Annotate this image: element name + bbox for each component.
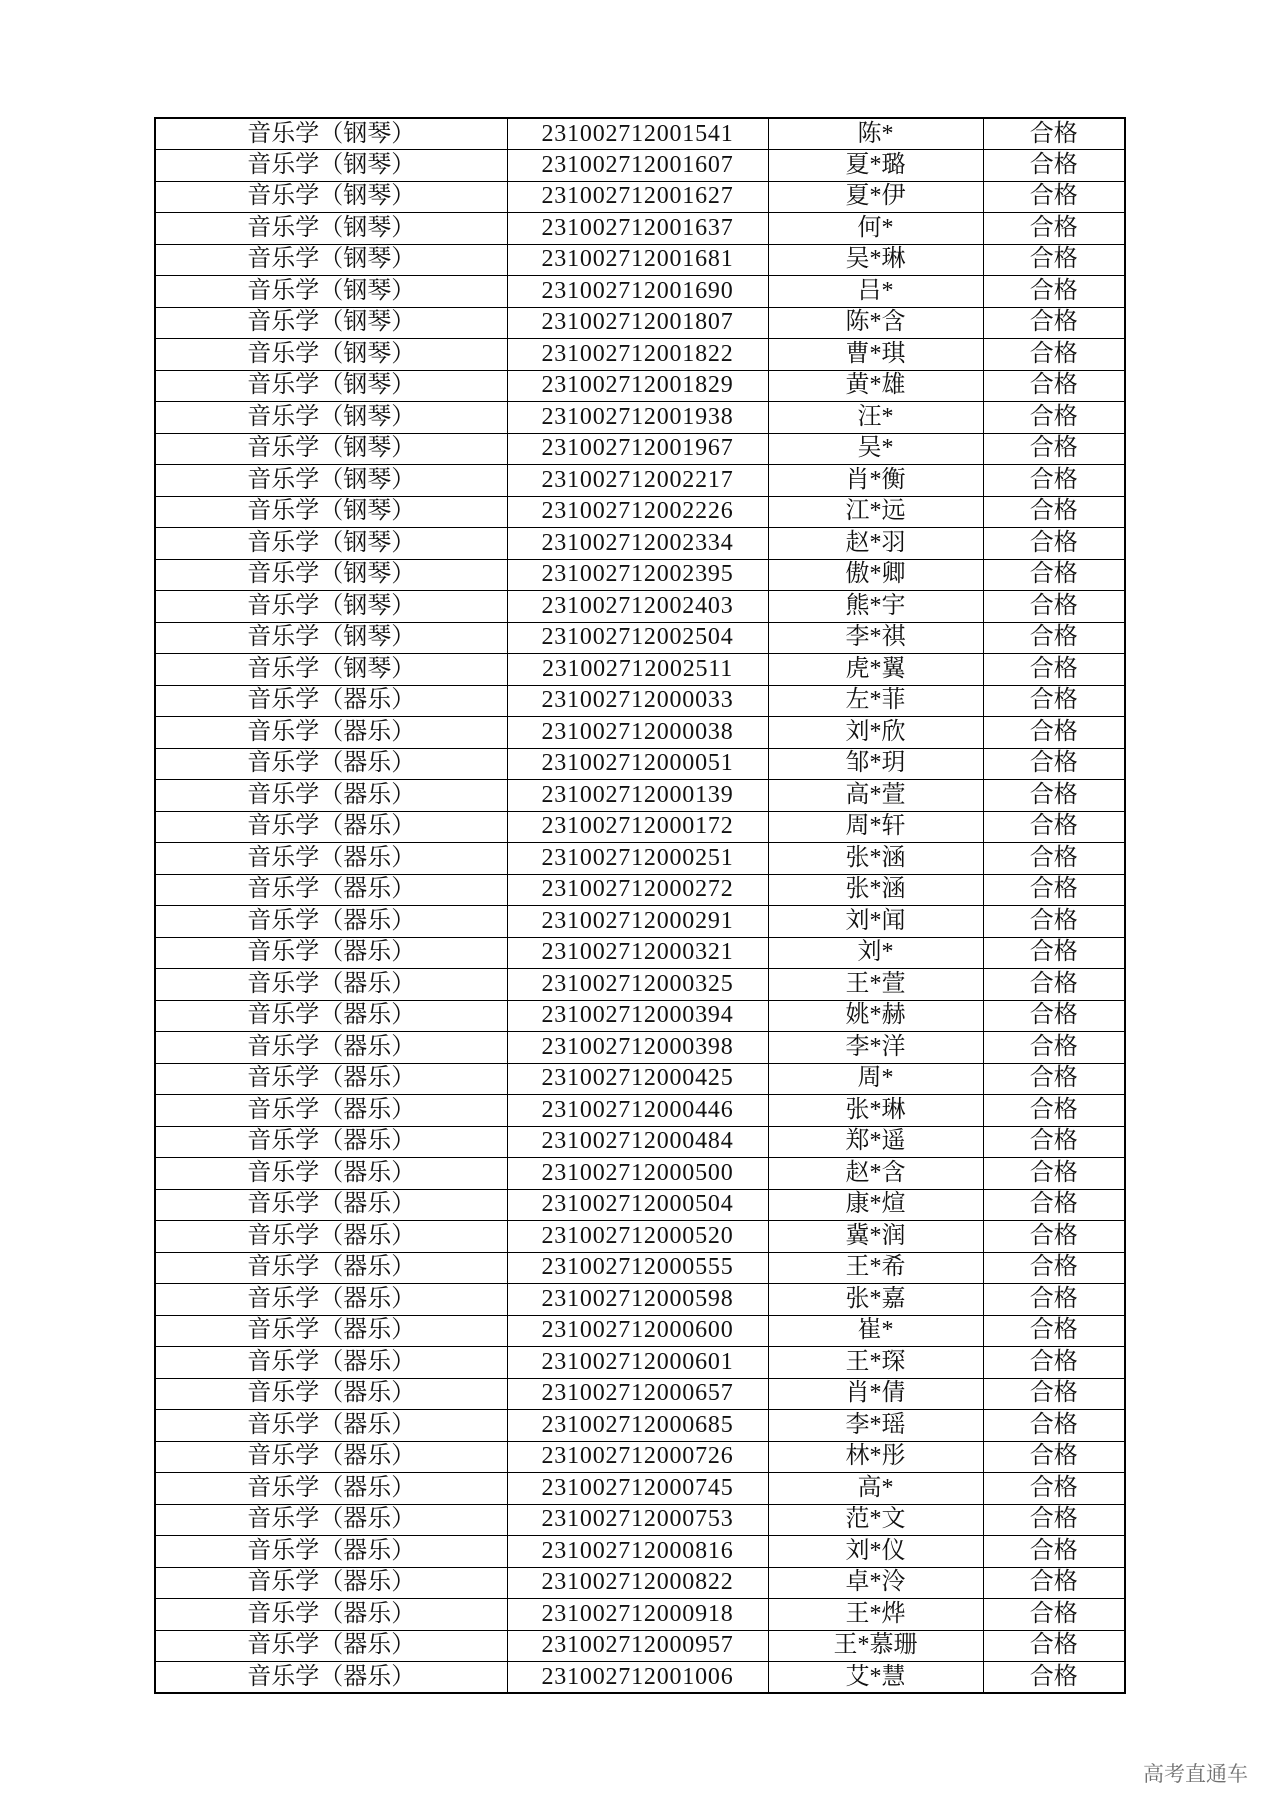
exam-id-cell: 231002712000321 — [507, 937, 768, 969]
table-row — [155, 244, 1125, 276]
exam-id-cell: 231002712002403 — [507, 591, 768, 623]
name-cell: 周*轩 — [768, 811, 983, 843]
major-cell: 音乐学（钢琴） — [155, 496, 507, 528]
result-cell: 合格 — [983, 1378, 1125, 1410]
name-cell: 熊*宇 — [768, 591, 983, 623]
table-row — [155, 1158, 1125, 1190]
exam-id-cell: 231002712001822 — [507, 339, 768, 371]
exam-id-cell: 231002712002217 — [507, 465, 768, 497]
table-row — [155, 402, 1125, 434]
table-row — [155, 874, 1125, 906]
result-cell: 合格 — [983, 1662, 1125, 1694]
major-cell: 音乐学（器乐） — [155, 969, 507, 1001]
exam-id-cell: 231002712000051 — [507, 748, 768, 780]
table-row — [155, 622, 1125, 654]
major-cell: 音乐学（器乐） — [155, 1095, 507, 1127]
major-cell: 音乐学（钢琴） — [155, 370, 507, 402]
name-cell: 曹*琪 — [768, 339, 983, 371]
name-cell: 傲*卿 — [768, 559, 983, 591]
name-cell: 崔* — [768, 1315, 983, 1347]
major-cell: 音乐学（器乐） — [155, 1504, 507, 1536]
exam-id-cell: 231002712000398 — [507, 1032, 768, 1064]
major-cell: 音乐学（器乐） — [155, 1315, 507, 1347]
exam-id-cell: 231002712000033 — [507, 685, 768, 717]
result-cell: 合格 — [983, 559, 1125, 591]
table-row — [155, 1315, 1125, 1347]
table-row — [155, 685, 1125, 717]
table-row — [155, 1662, 1125, 1694]
name-cell: 高* — [768, 1473, 983, 1505]
exam-id-cell: 231002712001637 — [507, 213, 768, 245]
result-cell: 合格 — [983, 1063, 1125, 1095]
name-cell: 黄*雄 — [768, 370, 983, 402]
result-cell: 合格 — [983, 244, 1125, 276]
major-cell: 音乐学（器乐） — [155, 1567, 507, 1599]
table-row — [155, 339, 1125, 371]
table-row — [155, 1284, 1125, 1316]
exam-id-cell: 231002712000918 — [507, 1599, 768, 1631]
result-cell: 合格 — [983, 402, 1125, 434]
exam-id-cell: 231002712000394 — [507, 1000, 768, 1032]
name-cell: 江*远 — [768, 496, 983, 528]
exam-id-cell: 231002712001681 — [507, 244, 768, 276]
name-cell: 王*慕珊 — [768, 1630, 983, 1662]
name-cell: 赵*羽 — [768, 528, 983, 560]
result-cell: 合格 — [983, 307, 1125, 339]
table-row — [155, 1000, 1125, 1032]
table-row — [155, 465, 1125, 497]
table-row — [155, 1536, 1125, 1568]
table-row — [155, 496, 1125, 528]
major-cell: 音乐学（器乐） — [155, 1441, 507, 1473]
name-cell: 王*萱 — [768, 969, 983, 1001]
exam-id-cell: 231002712000822 — [507, 1567, 768, 1599]
major-cell: 音乐学（器乐） — [155, 1473, 507, 1505]
exam-id-cell: 231002712001807 — [507, 307, 768, 339]
result-cell: 合格 — [983, 370, 1125, 402]
major-cell: 音乐学（器乐） — [155, 906, 507, 938]
result-cell: 合格 — [983, 811, 1125, 843]
exam-id-cell: 231002712000038 — [507, 717, 768, 749]
name-cell: 赵*含 — [768, 1158, 983, 1190]
exam-id-cell: 231002712001541 — [507, 118, 768, 150]
exam-id-cell: 231002712000520 — [507, 1221, 768, 1253]
table-row — [155, 528, 1125, 560]
table-row — [155, 591, 1125, 623]
name-cell: 夏*璐 — [768, 150, 983, 182]
major-cell: 音乐学（钢琴） — [155, 118, 507, 150]
name-cell: 王*琛 — [768, 1347, 983, 1379]
name-cell: 汪* — [768, 402, 983, 434]
major-cell: 音乐学（器乐） — [155, 780, 507, 812]
name-cell: 李*瑶 — [768, 1410, 983, 1442]
name-cell: 邹*玥 — [768, 748, 983, 780]
exam-id-cell: 231002712000291 — [507, 906, 768, 938]
name-cell: 陈*含 — [768, 307, 983, 339]
result-cell: 合格 — [983, 874, 1125, 906]
exam-id-cell: 231002712002395 — [507, 559, 768, 591]
exam-id-cell: 231002712000172 — [507, 811, 768, 843]
major-cell: 音乐学（器乐） — [155, 1158, 507, 1190]
result-cell: 合格 — [983, 1252, 1125, 1284]
table-row — [155, 843, 1125, 875]
exam-id-cell: 231002712000753 — [507, 1504, 768, 1536]
name-cell: 刘*仪 — [768, 1536, 983, 1568]
exam-id-cell: 231002712000745 — [507, 1473, 768, 1505]
exam-id-cell: 231002712000555 — [507, 1252, 768, 1284]
major-cell: 音乐学（钢琴） — [155, 465, 507, 497]
table-row — [155, 1599, 1125, 1631]
table-row — [155, 937, 1125, 969]
result-cell: 合格 — [983, 1567, 1125, 1599]
table-row — [155, 969, 1125, 1001]
result-cell: 合格 — [983, 465, 1125, 497]
name-cell: 王*希 — [768, 1252, 983, 1284]
result-cell: 合格 — [983, 339, 1125, 371]
table-row — [155, 1410, 1125, 1442]
major-cell: 音乐学（器乐） — [155, 1536, 507, 1568]
exam-id-cell: 231002712001607 — [507, 150, 768, 182]
exam-id-cell: 231002712002504 — [507, 622, 768, 654]
major-cell: 音乐学（钢琴） — [155, 433, 507, 465]
result-cell: 合格 — [983, 780, 1125, 812]
result-cell: 合格 — [983, 969, 1125, 1001]
table-row — [155, 748, 1125, 780]
table-row — [155, 181, 1125, 213]
major-cell: 音乐学（器乐） — [155, 748, 507, 780]
table-row — [155, 780, 1125, 812]
name-cell: 李*洋 — [768, 1032, 983, 1064]
table-row — [155, 1032, 1125, 1064]
name-cell: 范*文 — [768, 1504, 983, 1536]
exam-id-cell: 231002712000600 — [507, 1315, 768, 1347]
result-cell: 合格 — [983, 622, 1125, 654]
name-cell: 刘*闻 — [768, 906, 983, 938]
result-cell: 合格 — [983, 496, 1125, 528]
name-cell: 肖*衡 — [768, 465, 983, 497]
exam-id-cell: 231002712000139 — [507, 780, 768, 812]
major-cell: 音乐学（器乐） — [155, 1063, 507, 1095]
result-cell: 合格 — [983, 1536, 1125, 1568]
table-row — [155, 150, 1125, 182]
result-cell: 合格 — [983, 1410, 1125, 1442]
table-row — [155, 1630, 1125, 1662]
table-row — [155, 1504, 1125, 1536]
exam-id-cell: 231002712002511 — [507, 654, 768, 686]
exam-id-cell: 231002712000504 — [507, 1189, 768, 1221]
result-cell: 合格 — [983, 717, 1125, 749]
name-cell: 张*涵 — [768, 874, 983, 906]
exam-id-cell: 231002712000484 — [507, 1126, 768, 1158]
exam-id-cell: 231002712000251 — [507, 843, 768, 875]
major-cell: 音乐学（器乐） — [155, 1189, 507, 1221]
result-cell: 合格 — [983, 181, 1125, 213]
table-row — [155, 717, 1125, 749]
result-cell: 合格 — [983, 1441, 1125, 1473]
results-table — [154, 117, 1126, 1694]
exam-id-cell: 231002712000657 — [507, 1378, 768, 1410]
major-cell: 音乐学（钢琴） — [155, 622, 507, 654]
result-cell: 合格 — [983, 591, 1125, 623]
result-cell: 合格 — [983, 1347, 1125, 1379]
result-cell: 合格 — [983, 654, 1125, 686]
table-row — [155, 1567, 1125, 1599]
major-cell: 音乐学（器乐） — [155, 717, 507, 749]
result-cell: 合格 — [983, 213, 1125, 245]
major-cell: 音乐学（钢琴） — [155, 339, 507, 371]
major-cell: 音乐学（钢琴） — [155, 244, 507, 276]
major-cell: 音乐学（器乐） — [155, 1284, 507, 1316]
watermark-text: 高考直通车 — [1143, 1763, 1248, 1786]
name-cell: 肖*倩 — [768, 1378, 983, 1410]
name-cell: 吕* — [768, 276, 983, 308]
name-cell: 刘* — [768, 937, 983, 969]
name-cell: 郑*遥 — [768, 1126, 983, 1158]
table-row — [155, 1347, 1125, 1379]
exam-id-cell: 231002712000500 — [507, 1158, 768, 1190]
name-cell: 高*萱 — [768, 780, 983, 812]
table-row — [155, 118, 1125, 150]
name-cell: 何* — [768, 213, 983, 245]
exam-id-cell: 231002712000685 — [507, 1410, 768, 1442]
table-row — [155, 906, 1125, 938]
result-cell: 合格 — [983, 528, 1125, 560]
name-cell: 张*琳 — [768, 1095, 983, 1127]
major-cell: 音乐学（器乐） — [155, 811, 507, 843]
major-cell: 音乐学（钢琴） — [155, 307, 507, 339]
result-cell: 合格 — [983, 150, 1125, 182]
result-cell: 合格 — [983, 118, 1125, 150]
major-cell: 音乐学（器乐） — [155, 874, 507, 906]
table-row — [155, 370, 1125, 402]
exam-id-cell: 231002712001967 — [507, 433, 768, 465]
result-cell: 合格 — [983, 843, 1125, 875]
major-cell: 音乐学（器乐） — [155, 1032, 507, 1064]
exam-id-cell: 231002712000957 — [507, 1630, 768, 1662]
exam-id-cell: 231002712000325 — [507, 969, 768, 1001]
major-cell: 音乐学（钢琴） — [155, 150, 507, 182]
major-cell: 音乐学（器乐） — [155, 1378, 507, 1410]
name-cell: 虎*翼 — [768, 654, 983, 686]
name-cell: 吴*琳 — [768, 244, 983, 276]
major-cell: 音乐学（器乐） — [155, 1410, 507, 1442]
result-cell: 合格 — [983, 748, 1125, 780]
name-cell: 王*烨 — [768, 1599, 983, 1631]
major-cell: 音乐学（钢琴） — [155, 181, 507, 213]
exam-id-cell: 231002712000726 — [507, 1441, 768, 1473]
result-cell: 合格 — [983, 1158, 1125, 1190]
result-cell: 合格 — [983, 1032, 1125, 1064]
table-row — [155, 433, 1125, 465]
exam-id-cell: 231002712001829 — [507, 370, 768, 402]
name-cell: 吴* — [768, 433, 983, 465]
major-cell: 音乐学（器乐） — [155, 843, 507, 875]
major-cell: 音乐学（器乐） — [155, 1599, 507, 1631]
result-cell: 合格 — [983, 1599, 1125, 1631]
result-cell: 合格 — [983, 276, 1125, 308]
major-cell: 音乐学（钢琴） — [155, 654, 507, 686]
name-cell: 周* — [768, 1063, 983, 1095]
table-row — [155, 1126, 1125, 1158]
table-row — [155, 1441, 1125, 1473]
name-cell: 张*嘉 — [768, 1284, 983, 1316]
name-cell: 冀*润 — [768, 1221, 983, 1253]
major-cell: 音乐学（钢琴） — [155, 559, 507, 591]
result-cell: 合格 — [983, 1630, 1125, 1662]
name-cell: 张*涵 — [768, 843, 983, 875]
table-row — [155, 1221, 1125, 1253]
result-cell: 合格 — [983, 1504, 1125, 1536]
name-cell: 姚*赫 — [768, 1000, 983, 1032]
exam-id-cell: 231002712000272 — [507, 874, 768, 906]
name-cell: 艾*慧 — [768, 1662, 983, 1694]
result-cell: 合格 — [983, 685, 1125, 717]
table-row — [155, 559, 1125, 591]
major-cell: 音乐学（器乐） — [155, 1630, 507, 1662]
table-row — [155, 276, 1125, 308]
exam-id-cell: 231002712001938 — [507, 402, 768, 434]
major-cell: 音乐学（器乐） — [155, 1221, 507, 1253]
name-cell: 夏*伊 — [768, 181, 983, 213]
table-row — [155, 1095, 1125, 1127]
major-cell: 音乐学（钢琴） — [155, 213, 507, 245]
table-row — [155, 1378, 1125, 1410]
major-cell: 音乐学（器乐） — [155, 685, 507, 717]
name-cell: 陈* — [768, 118, 983, 150]
major-cell: 音乐学（钢琴） — [155, 528, 507, 560]
table-row — [155, 654, 1125, 686]
major-cell: 音乐学（器乐） — [155, 1252, 507, 1284]
table-row — [155, 1189, 1125, 1221]
exam-id-cell: 231002712000601 — [507, 1347, 768, 1379]
result-cell: 合格 — [983, 433, 1125, 465]
table-row — [155, 307, 1125, 339]
result-cell: 合格 — [983, 1473, 1125, 1505]
name-cell: 林*彤 — [768, 1441, 983, 1473]
result-cell: 合格 — [983, 1315, 1125, 1347]
exam-id-cell: 231002712000598 — [507, 1284, 768, 1316]
result-cell: 合格 — [983, 1189, 1125, 1221]
name-cell: 左*菲 — [768, 685, 983, 717]
major-cell: 音乐学（器乐） — [155, 1662, 507, 1694]
major-cell: 音乐学（器乐） — [155, 1000, 507, 1032]
exam-id-cell: 231002712002334 — [507, 528, 768, 560]
table-row — [155, 1473, 1125, 1505]
table-row — [155, 213, 1125, 245]
name-cell: 刘*欣 — [768, 717, 983, 749]
major-cell: 音乐学（器乐） — [155, 1347, 507, 1379]
exam-id-cell: 231002712001006 — [507, 1662, 768, 1694]
exam-id-cell: 231002712000446 — [507, 1095, 768, 1127]
result-cell: 合格 — [983, 1284, 1125, 1316]
result-cell: 合格 — [983, 1095, 1125, 1127]
name-cell: 卓*泠 — [768, 1567, 983, 1599]
exam-id-cell: 231002712002226 — [507, 496, 768, 528]
result-cell: 合格 — [983, 1126, 1125, 1158]
exam-id-cell: 231002712000816 — [507, 1536, 768, 1568]
table-row — [155, 1252, 1125, 1284]
major-cell: 音乐学（钢琴） — [155, 591, 507, 623]
result-cell: 合格 — [983, 937, 1125, 969]
result-cell: 合格 — [983, 1000, 1125, 1032]
name-cell: 李*祺 — [768, 622, 983, 654]
table-row — [155, 1063, 1125, 1095]
exam-id-cell: 231002712001627 — [507, 181, 768, 213]
major-cell: 音乐学（钢琴） — [155, 402, 507, 434]
table-row — [155, 811, 1125, 843]
name-cell: 康*煊 — [768, 1189, 983, 1221]
result-cell: 合格 — [983, 906, 1125, 938]
major-cell: 音乐学（器乐） — [155, 1126, 507, 1158]
major-cell: 音乐学（钢琴） — [155, 276, 507, 308]
major-cell: 音乐学（器乐） — [155, 937, 507, 969]
result-cell: 合格 — [983, 1221, 1125, 1253]
exam-id-cell: 231002712000425 — [507, 1063, 768, 1095]
exam-id-cell: 231002712001690 — [507, 276, 768, 308]
